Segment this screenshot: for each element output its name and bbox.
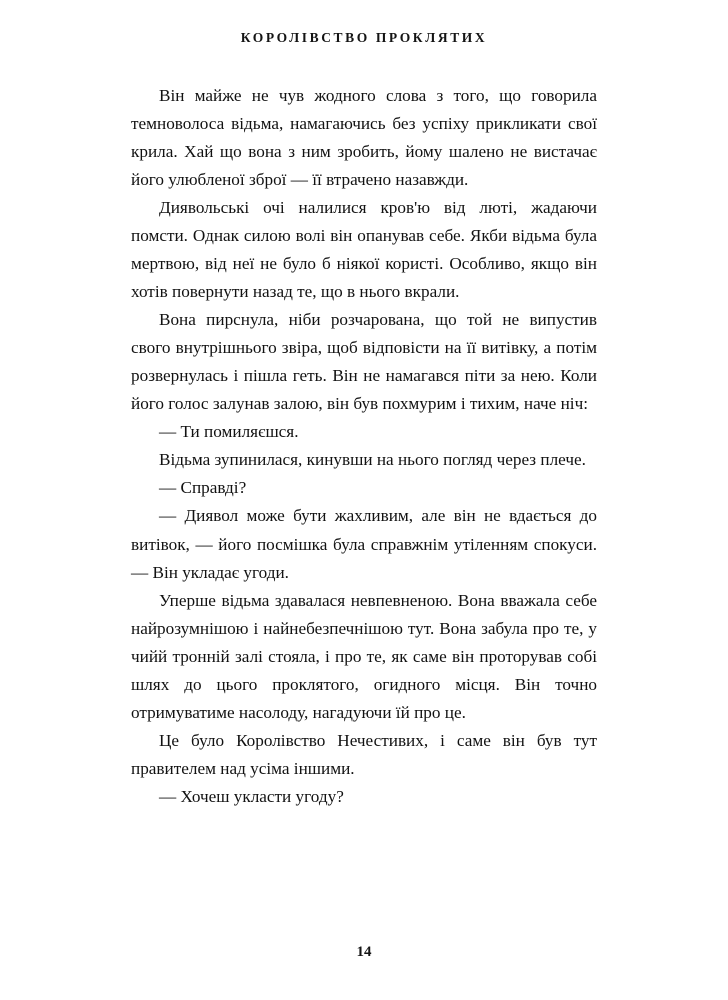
paragraph: Уперше відьма здавалася невпевненою. Вона вважала себе найрозумнішою і найнебезпечнішою тут. Вона забула про те, у чийй тронній залі стояла, і про те, як саме він проторував собі шлях до цього проклятого, огидного місця. Він точно отримуватиме насолоду, нагадуючи їй про це.	[131, 590, 597, 722]
paragraph: Це було Королівство Нечестивих, і саме він був тут правителем над усіма іншими.	[131, 730, 597, 778]
paragraph: — Диявол може бути жахливим, але він не вдається до витівок, — його посмішка була справжнім утіленням спокуси. — Він укладає угоди.	[131, 506, 597, 582]
running-head: КОРОЛІВСТВО ПРОКЛЯТИХ	[240, 30, 488, 45]
paragraph: — Хочеш укласти угоду?	[159, 786, 344, 806]
paragraph: Диявольські очі налилися кров'ю від люті, жадаючи помсти. Однак силою волі він опанував себе. Якби відьма була мертвою, від неї не було б ніякої користі. Особливо, якщо він хотів повернути назад те, що в нього вкрали.	[131, 198, 597, 302]
body-text	[131, 82, 597, 811]
paragraph: — Справді?	[159, 478, 247, 498]
paragraph: Вона пирснула, ніби розчарована, що той не випустив свого внутрішнього звіра, щоб відповісти на її витівку, а потім розвернулась і пішла геть. Він не намагався піти за нею. Коли його голос залунав залою, він був похмурим і тихим, наче ніч:	[131, 310, 597, 414]
paragraph: Він майже не чув жодного слова з того, що говорила темноволоса відьма, намагаючись без успіху прикликати свої крила. Хай що вона з ним зробить, йому шалено не вистачає його улюбленої зброї — її втрачено назавжди.	[131, 86, 597, 190]
paragraph: Відьма зупинилася, кинувши на нього погляд через плече.	[159, 450, 586, 470]
paragraph: — Ти помиляєшся.	[159, 422, 299, 442]
page-number: 14	[356, 944, 372, 960]
